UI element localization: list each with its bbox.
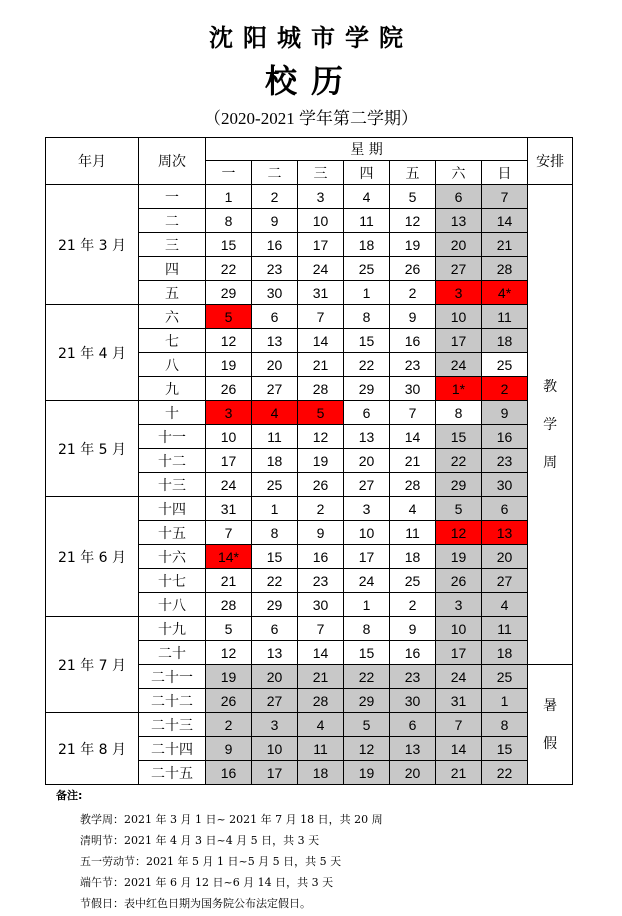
day-cell: 6	[252, 305, 298, 329]
day-cell: 26	[390, 257, 436, 281]
holiday-cell: 12	[436, 521, 482, 545]
weekend-cell: 29	[344, 689, 390, 713]
day-cell: 25	[344, 257, 390, 281]
day-cell: 5	[390, 185, 436, 209]
day-cell: 27	[252, 377, 298, 401]
day-cell: 12	[298, 425, 344, 449]
weekend-cell: 20	[252, 665, 298, 689]
note-line: 五一劳动节：2021 年 5 月 1 日~5 月 5 日，共 5 天	[80, 855, 342, 868]
day-cell: 15	[344, 329, 390, 353]
arrangement-char: 暑	[543, 697, 558, 714]
day-cell: 18	[344, 233, 390, 257]
day-cell: 16	[252, 233, 298, 257]
weekend-cell: 29	[436, 473, 482, 497]
note-line: 节假日：表中红色日期为国务院公布法定假日。	[80, 897, 311, 910]
weekend-cell: 15	[436, 425, 482, 449]
holiday-cell: 14*	[206, 545, 252, 569]
week-number: 十六	[139, 545, 206, 569]
day-cell: 8	[344, 305, 390, 329]
weekend-cell: 23	[390, 665, 436, 689]
weekend-cell: 16	[482, 425, 528, 449]
header-weekday: 日	[482, 161, 528, 185]
day-cell: 28	[390, 473, 436, 497]
day-cell: 30	[390, 377, 436, 401]
day-cell: 29	[344, 377, 390, 401]
day-cell: 4	[344, 185, 390, 209]
day-cell: 24	[206, 473, 252, 497]
day-cell: 30	[298, 593, 344, 617]
note-line: 教学周：2021 年 3 月 1 日~ 2021 年 7 月 18 日，共 20 周	[80, 813, 383, 826]
day-cell: 14	[298, 641, 344, 665]
day-cell: 25	[390, 569, 436, 593]
holiday-cell: 2	[482, 377, 528, 401]
day-cell: 22	[206, 257, 252, 281]
weekend-cell: 28	[482, 257, 528, 281]
day-cell: 2	[298, 497, 344, 521]
weekend-cell: 16	[206, 761, 252, 785]
week-row	[46, 305, 573, 329]
day-cell: 21	[206, 569, 252, 593]
week-number: 二十三	[139, 713, 206, 737]
day-cell: 13	[344, 425, 390, 449]
day-cell: 11	[344, 209, 390, 233]
day-cell: 18	[252, 449, 298, 473]
day-cell: 9	[252, 209, 298, 233]
day-cell: 17	[206, 449, 252, 473]
week-number: 十五	[139, 521, 206, 545]
week-number: 十八	[139, 593, 206, 617]
weekend-cell: 27	[436, 257, 482, 281]
weekend-cell: 18	[298, 761, 344, 785]
day-cell: 7	[298, 305, 344, 329]
weekend-cell: 3	[436, 593, 482, 617]
notes-title: 备注:	[56, 789, 83, 802]
day-cell: 13	[252, 329, 298, 353]
week-number: 七	[139, 329, 206, 353]
weekend-cell: 20	[482, 545, 528, 569]
day-cell: 1	[344, 281, 390, 305]
holiday-cell: 13	[482, 521, 528, 545]
weekend-cell: 4	[298, 713, 344, 737]
week-row	[46, 401, 573, 425]
day-cell: 26	[206, 377, 252, 401]
day-cell: 21	[390, 449, 436, 473]
day-cell: 13	[252, 641, 298, 665]
week-number: 八	[139, 353, 206, 377]
holiday-cell: 1*	[436, 377, 482, 401]
day-cell: 7	[390, 401, 436, 425]
day-cell: 9	[390, 305, 436, 329]
weekend-cell: 6	[390, 713, 436, 737]
month-label: 21 年 5 月	[46, 401, 139, 497]
day-cell: 27	[344, 473, 390, 497]
week-number: 二十四	[139, 737, 206, 761]
weekend-cell: 18	[482, 641, 528, 665]
weekend-cell: 13	[436, 209, 482, 233]
weekend-cell: 11	[482, 305, 528, 329]
weekend-cell: 23	[482, 449, 528, 473]
header-weekday: 六	[436, 161, 482, 185]
arrangement-char: 周	[543, 454, 558, 471]
day-cell: 14	[390, 425, 436, 449]
day-cell: 20	[252, 353, 298, 377]
day-cell: 8	[206, 209, 252, 233]
day-cell: 16	[390, 641, 436, 665]
weekend-cell: 24	[436, 665, 482, 689]
month-label: 21 年 4 月	[46, 305, 139, 401]
day-cell: 23	[390, 353, 436, 377]
weekend-cell: 22	[344, 665, 390, 689]
day-cell: 20	[344, 449, 390, 473]
day-cell: 5	[206, 617, 252, 641]
week-number: 二十一	[139, 665, 206, 689]
weekend-cell: 15	[482, 737, 528, 761]
weekend-cell: 9	[206, 737, 252, 761]
day-cell: 11	[252, 425, 298, 449]
day-cell: 10	[206, 425, 252, 449]
week-row	[46, 617, 573, 641]
weekend-cell: 19	[206, 665, 252, 689]
weekend-cell: 1	[482, 689, 528, 713]
day-cell: 10	[344, 521, 390, 545]
weekend-cell: 6	[436, 185, 482, 209]
week-number: 一	[139, 185, 206, 209]
week-number: 六	[139, 305, 206, 329]
day-cell: 24	[344, 569, 390, 593]
weekend-cell: 12	[344, 737, 390, 761]
day-cell: 9	[298, 521, 344, 545]
header-month: 年月	[46, 138, 139, 185]
header-weekday: 三	[298, 161, 344, 185]
weekend-cell: 19	[344, 761, 390, 785]
day-cell: 8	[344, 617, 390, 641]
weekend-cell: 19	[436, 545, 482, 569]
calendar-title: 校历	[264, 62, 357, 100]
day-cell: 25	[482, 353, 528, 377]
weekend-cell: 7	[436, 713, 482, 737]
header-weekday: 五	[390, 161, 436, 185]
week-number: 五	[139, 281, 206, 305]
day-cell: 2	[390, 281, 436, 305]
week-number: 二十五	[139, 761, 206, 785]
day-cell: 24	[298, 257, 344, 281]
week-number: 十一	[139, 425, 206, 449]
weekend-cell: 30	[482, 473, 528, 497]
week-number: 九	[139, 377, 206, 401]
day-cell: 1	[252, 497, 298, 521]
arrangement-char: 学	[543, 416, 558, 433]
month-label: 21 年 8 月	[46, 713, 139, 785]
day-cell: 28	[298, 377, 344, 401]
weekend-cell: 11	[482, 617, 528, 641]
weekend-cell: 14	[436, 737, 482, 761]
month-label: 21 年 7 月	[46, 617, 139, 713]
weekend-cell: 10	[436, 305, 482, 329]
day-cell: 17	[298, 233, 344, 257]
weekend-cell: 25	[482, 665, 528, 689]
weekend-cell: 4	[482, 593, 528, 617]
weekend-cell: 8	[482, 713, 528, 737]
weekend-cell: 22	[436, 449, 482, 473]
weekend-cell: 26	[206, 689, 252, 713]
weekend-cell: 21	[436, 761, 482, 785]
term-label: （2020-2021 学年第二学期）	[204, 109, 418, 128]
weekend-cell: 27	[482, 569, 528, 593]
day-cell: 18	[390, 545, 436, 569]
day-cell: 6	[344, 401, 390, 425]
day-cell: 7	[298, 617, 344, 641]
header-weekday: 四	[344, 161, 390, 185]
day-cell: 28	[206, 593, 252, 617]
month-label: 21 年 3 月	[46, 185, 139, 305]
header-week: 周次	[139, 138, 206, 185]
day-cell: 8	[436, 401, 482, 425]
weekend-cell: 9	[482, 401, 528, 425]
day-cell: 1	[344, 593, 390, 617]
day-cell: 4	[390, 497, 436, 521]
week-number: 二	[139, 209, 206, 233]
holiday-cell: 4	[252, 401, 298, 425]
day-cell: 16	[390, 329, 436, 353]
weekend-cell: 20	[390, 761, 436, 785]
day-cell: 12	[206, 329, 252, 353]
day-cell: 29	[252, 593, 298, 617]
day-cell: 15	[344, 641, 390, 665]
weekend-cell: 17	[436, 641, 482, 665]
week-number: 十四	[139, 497, 206, 521]
holiday-cell: 3	[206, 401, 252, 425]
week-number: 二十	[139, 641, 206, 665]
day-cell: 7	[206, 521, 252, 545]
holiday-cell: 3	[436, 281, 482, 305]
day-cell: 29	[206, 281, 252, 305]
weekend-cell: 17	[252, 761, 298, 785]
day-cell: 22	[252, 569, 298, 593]
arrangement-teaching	[528, 185, 573, 665]
header-weekday: 二	[252, 161, 298, 185]
weekend-cell: 10	[436, 617, 482, 641]
weekend-cell: 27	[252, 689, 298, 713]
day-cell: 15	[206, 233, 252, 257]
month-label: 21 年 6 月	[46, 497, 139, 617]
day-cell: 26	[298, 473, 344, 497]
day-cell: 12	[206, 641, 252, 665]
holiday-cell: 4*	[482, 281, 528, 305]
weekend-cell: 13	[390, 737, 436, 761]
day-cell: 12	[390, 209, 436, 233]
day-cell: 3	[298, 185, 344, 209]
weekend-cell: 18	[482, 329, 528, 353]
weekend-cell: 2	[206, 713, 252, 737]
weekend-cell: 24	[436, 353, 482, 377]
holiday-cell: 5	[298, 401, 344, 425]
week-row	[46, 185, 573, 209]
arrangement-char: 假	[543, 735, 558, 752]
day-cell: 23	[298, 569, 344, 593]
weekend-cell: 5	[344, 713, 390, 737]
week-number: 三	[139, 233, 206, 257]
arrangement-char: 教	[543, 378, 558, 395]
holiday-cell: 5	[206, 305, 252, 329]
header-weekday-group: 星 期	[206, 138, 528, 161]
day-cell: 3	[344, 497, 390, 521]
weekend-cell: 28	[298, 689, 344, 713]
header-weekday: 一	[206, 161, 252, 185]
arrangement-vacation	[528, 665, 573, 785]
day-cell: 15	[252, 545, 298, 569]
week-number: 十二	[139, 449, 206, 473]
week-number: 十七	[139, 569, 206, 593]
day-cell: 1	[206, 185, 252, 209]
day-cell: 8	[252, 521, 298, 545]
header-arrangement: 安排	[528, 138, 573, 185]
day-cell: 10	[298, 209, 344, 233]
week-number: 十	[139, 401, 206, 425]
notes-section	[56, 787, 596, 914]
day-cell: 31	[206, 497, 252, 521]
day-cell: 16	[298, 545, 344, 569]
weekend-cell: 21	[298, 665, 344, 689]
day-cell: 17	[344, 545, 390, 569]
calendar-table	[45, 137, 573, 785]
weekend-cell: 11	[298, 737, 344, 761]
weekend-cell: 17	[436, 329, 482, 353]
week-number: 十三	[139, 473, 206, 497]
day-cell: 19	[298, 449, 344, 473]
week-row	[46, 497, 573, 521]
week-number: 二十二	[139, 689, 206, 713]
weekend-cell: 21	[482, 233, 528, 257]
weekend-cell: 20	[436, 233, 482, 257]
day-cell: 19	[390, 233, 436, 257]
note-line: 端午节：2021 年 6 月 12 日~6 月 14 日，共 3 天	[80, 876, 334, 889]
day-cell: 2	[252, 185, 298, 209]
weekend-cell: 6	[482, 497, 528, 521]
weekend-cell: 5	[436, 497, 482, 521]
note-line: 清明节：2021 年 4 月 3 日~4 月 5 日，共 3 天	[80, 834, 320, 847]
week-number: 四	[139, 257, 206, 281]
day-cell: 30	[252, 281, 298, 305]
day-cell: 19	[206, 353, 252, 377]
day-cell: 14	[298, 329, 344, 353]
weekend-cell: 7	[482, 185, 528, 209]
weekend-cell: 31	[436, 689, 482, 713]
day-cell: 31	[298, 281, 344, 305]
day-cell: 6	[252, 617, 298, 641]
weekend-cell: 26	[436, 569, 482, 593]
day-cell: 2	[390, 593, 436, 617]
day-cell: 21	[298, 353, 344, 377]
day-cell: 11	[390, 521, 436, 545]
day-cell: 22	[344, 353, 390, 377]
weekend-cell: 14	[482, 209, 528, 233]
day-cell: 23	[252, 257, 298, 281]
weekend-cell: 10	[252, 737, 298, 761]
week-row	[46, 713, 573, 737]
school-name: 沈阳城市学院	[209, 24, 413, 52]
weekend-cell: 22	[482, 761, 528, 785]
day-cell: 9	[390, 617, 436, 641]
weekend-cell: 3	[252, 713, 298, 737]
week-number: 十九	[139, 617, 206, 641]
weekend-cell: 30	[390, 689, 436, 713]
day-cell: 25	[252, 473, 298, 497]
